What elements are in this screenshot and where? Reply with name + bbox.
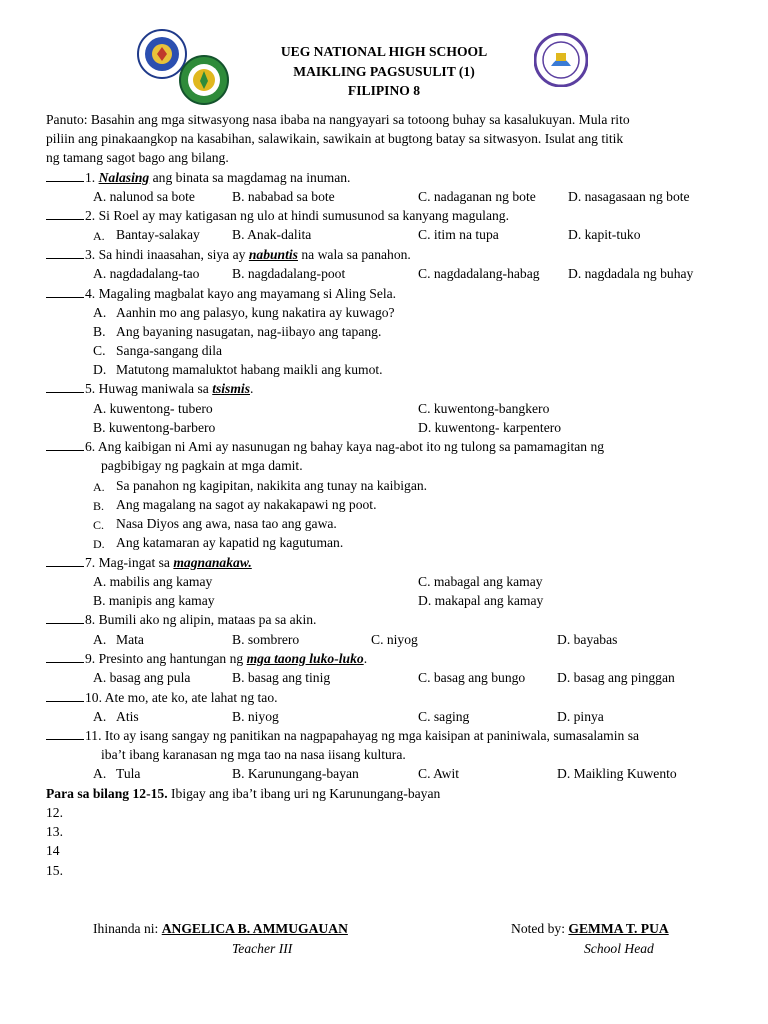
- q2-choice-c: C. itim na tupa: [418, 227, 499, 242]
- answer-blank-6[interactable]: [46, 439, 84, 451]
- q5-choice-c: C. kuwentong-bangkero: [418, 401, 550, 416]
- question-8: 8. Bumili ako ng alipin, mataas pa sa akin.: [46, 612, 316, 628]
- q5-choice-b: B. kuwentong-barbero: [93, 420, 216, 435]
- q9-choice-a: A. basag ang pula: [93, 670, 191, 685]
- item-12: 12.: [46, 805, 63, 820]
- q11-choice-b: B. Karunungang-bayan: [232, 766, 359, 781]
- q8-choice-a: Mata: [116, 632, 144, 647]
- question-3: 3. Sa hindi inaasahan, siya ay nabuntis na wala sa panahon.: [46, 247, 411, 263]
- q4-choice-a: Aanhin mo ang palasyo, kung nakatira ay kuwago?: [116, 305, 395, 320]
- q3-choice-a: A. nagdadalang-tao: [93, 266, 200, 281]
- keyword-nalasing: Nalasing: [98, 170, 150, 185]
- q11-choice-d: D. Maikling Kuwento: [557, 766, 677, 781]
- q4-letter-c: C.: [93, 343, 106, 358]
- q2-letter-a: A.: [93, 229, 105, 243]
- q1-choice-b: B. nababad sa bote: [232, 189, 335, 204]
- q7-choice-d: D. makapal ang kamay: [418, 593, 544, 608]
- q5-choice-d: D. kuwentong- karpentero: [418, 420, 562, 435]
- noted-by: Noted by: GEMMA T. PUA: [511, 921, 669, 936]
- noted-by-title: School Head: [584, 941, 654, 956]
- q11-letter-a: A.: [93, 766, 107, 781]
- answer-blank-3[interactable]: [46, 247, 84, 259]
- answer-blank-7[interactable]: [46, 555, 84, 567]
- question-1: 1. Nalasing ang binata sa magdamag na inuman.: [46, 170, 350, 186]
- part2-instructions: Para sa bilang 12-15. Ibigay ang iba’t ibang uri ng Karunungang-bayan: [46, 786, 441, 801]
- question-5: 5. Huwag maniwala sa tsismis.: [46, 381, 253, 397]
- keyword-magnanakaw: magnanakaw.: [173, 555, 252, 570]
- q6-letter-a: A.: [93, 480, 105, 494]
- question-2: 2. Si Roel ay may katigasan ng ulo at hindi sumusunod sa kanyang magulang.: [46, 208, 509, 224]
- q4-choice-c: Sanga-sangang dila: [116, 343, 223, 358]
- q6-choice-a: Sa panahon ng kagipitan, nakikita ang tunay na kaibigan.: [116, 478, 428, 493]
- question-11-cont: iba’t ibang karanasan ng mga tao na nasa iisang kultura.: [101, 747, 406, 762]
- question-11: 11. Ito ay isang sangay ng panitikan na nagpapahayag ng mga kaisipan at paniniwala, sumasalamin sa: [46, 728, 639, 744]
- answer-blank-10[interactable]: [46, 690, 84, 702]
- school-name: UEG NATIONAL HIGH SCHOOL: [280, 44, 488, 59]
- answer-blank-4[interactable]: [46, 286, 84, 298]
- q8-letter-a: A.: [93, 632, 107, 647]
- q10-choice-a: Atis: [116, 709, 139, 724]
- q6-letter-d: D.: [93, 537, 105, 551]
- answer-blank-11[interactable]: [46, 728, 84, 740]
- question-6: 6. Ang kaibigan ni Ami ay nasunugan ng bahay kaya nag-abot ito ng tulong sa pamamagitan ng: [46, 439, 604, 455]
- q10-letter-a: A.: [93, 709, 107, 724]
- q8-choice-c: C. niyog: [371, 632, 418, 647]
- noted-by-name: GEMMA T. PUA: [568, 921, 669, 936]
- q6-choice-c: Nasa Diyos ang awa, nasa tao ang gawa.: [116, 516, 337, 531]
- prepared-by: Ihinanda ni: ANGELICA B. AMMUGAUAN: [93, 921, 348, 936]
- q4-choice-d: Matutong mamaluktot habang maikli ang kumot.: [116, 362, 383, 377]
- q4-letter-d: D.: [93, 362, 107, 377]
- q6-letter-b: B.: [93, 499, 105, 513]
- q8-choice-b: B. sombrero: [232, 632, 300, 647]
- q10-choice-d: D. pinya: [557, 709, 604, 724]
- keyword-nabuntis: nabuntis: [248, 247, 298, 262]
- q5-choice-a: A. kuwentong- tubero: [93, 401, 213, 416]
- item-14: 14: [46, 843, 60, 858]
- answer-blank-5[interactable]: [46, 381, 84, 393]
- instructions-line-2: piliin ang pinakaangkop na kasabihan, salawikain, sawikain at bugtong batay sa sitwasyon. Isulat ang titik: [46, 131, 624, 146]
- q10-choice-c: C. saging: [418, 709, 470, 724]
- instructions-line-3: ng tamang sagot bago ang bilang.: [46, 150, 229, 165]
- q4-letter-a: A.: [93, 305, 107, 320]
- q7-choice-c: C. mabagal ang kamay: [418, 574, 543, 589]
- subject-title: FILIPINO 8: [347, 83, 421, 98]
- q11-choice-c: C. Awit: [418, 766, 460, 781]
- q7-choice-a: A. mabilis ang kamay: [93, 574, 213, 589]
- item-13: 13.: [46, 824, 63, 839]
- q11-choice-a: Tula: [116, 766, 141, 781]
- answer-blank-2[interactable]: [46, 208, 84, 220]
- question-10: 10. Ate mo, ate ko, ate lahat ng tao.: [46, 690, 278, 706]
- keyword-tsismis: tsismis: [212, 381, 250, 396]
- q2-choice-b: B. Anak-dalita: [232, 227, 312, 242]
- q4-choice-b: Ang bayaning nasugatan, nag-iibayo ang tapang.: [116, 324, 382, 339]
- q9-choice-b: B. basag ang tinig: [232, 670, 331, 685]
- q1-choice-d: D. nasagasaan ng bote: [568, 189, 690, 204]
- keyword-luko-luko: mga taong luko-luko: [246, 651, 364, 666]
- answer-blank-1[interactable]: [46, 170, 84, 182]
- q3-choice-b: B. nagdadalang-poot: [232, 266, 346, 281]
- q1-choice-c: C. nadaganan ng bote: [418, 189, 536, 204]
- instructions-line-1: Panuto: Basahin ang mga sitwasyong nasa ibaba na nangyayari sa totoong buhay sa kasalukuyan. Mula rito: [46, 112, 630, 127]
- prepared-by-name: ANGELICA B. AMMUGAUAN: [161, 921, 348, 936]
- q1-choice-a: A. nalunod sa bote: [93, 189, 195, 204]
- q10-choice-b: B. niyog: [232, 709, 279, 724]
- prepared-by-title: Teacher III: [232, 941, 293, 956]
- q2-choice-d: D. kapit-tuko: [568, 227, 641, 242]
- q3-choice-d: D. nagdadala ng buhay: [568, 266, 694, 281]
- question-4: 4. Magaling magbalat kayo ang mayamang si Aling Sela.: [46, 286, 396, 302]
- q2-choice-a: Bantay-salakay: [116, 227, 200, 242]
- answer-blank-9[interactable]: [46, 651, 84, 663]
- question-7: 7. Mag-ingat sa magnanakaw.: [46, 555, 252, 571]
- exam-title: MAIKLING PAGSUSULIT (1): [293, 64, 475, 79]
- q6-letter-c: C.: [93, 518, 105, 532]
- q7-choice-b: B. manipis ang kamay: [93, 593, 215, 608]
- q9-choice-d: D. basag ang pinggan: [557, 670, 675, 685]
- q8-choice-d: D. bayabas: [557, 632, 618, 647]
- q6-choice-d: Ang katamaran ay kapatid ng kagutuman.: [116, 535, 344, 550]
- q9-choice-c: C. basag ang bungo: [418, 670, 526, 685]
- answer-blank-8[interactable]: [46, 612, 84, 624]
- q6-choice-b: Ang magalang na sagot ay nakakapawi ng poot.: [116, 497, 377, 512]
- item-15: 15.: [46, 863, 63, 878]
- q3-choice-c: C. nagdadalang-habag: [418, 266, 540, 281]
- q4-letter-b: B.: [93, 324, 106, 339]
- question-6-cont: pagbibigay ng pagkain at mga damit.: [101, 458, 303, 473]
- question-9: 9. Presinto ang hantungan ng mga taong luko-luko.: [46, 651, 367, 667]
